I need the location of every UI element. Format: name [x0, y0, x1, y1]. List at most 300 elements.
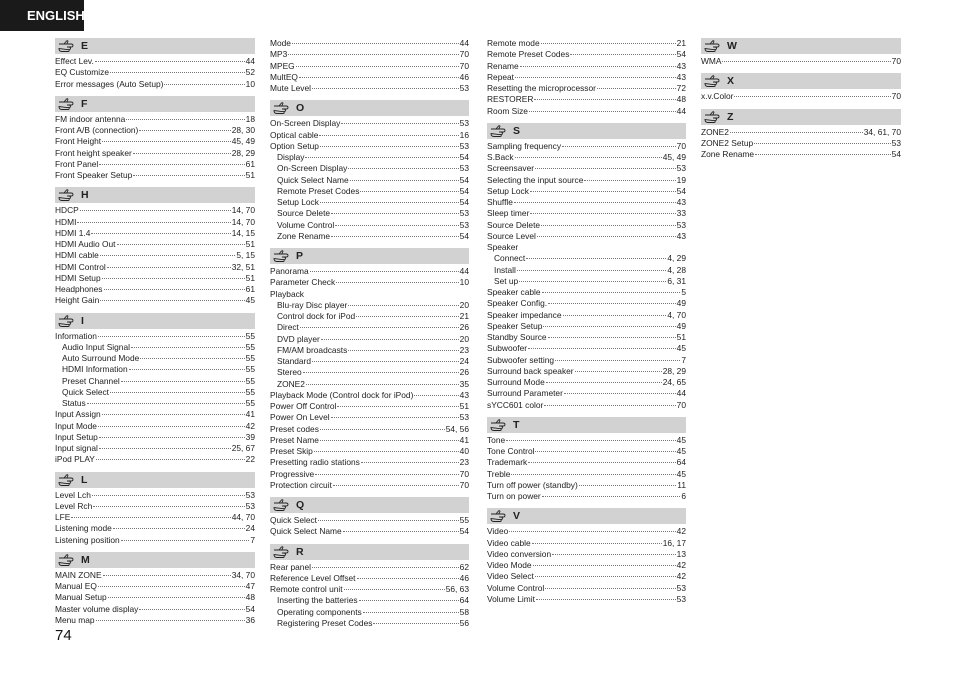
dot-leader — [129, 369, 245, 370]
entry-pages: 70 — [676, 399, 686, 410]
dot-leader — [541, 43, 676, 44]
entry-name: Playback Mode (Control dock for iPod) — [270, 389, 414, 400]
entry-pages: 54, 56 — [445, 423, 469, 434]
index-entry — [270, 61, 469, 72]
index-entry — [487, 276, 686, 287]
dot-leader — [98, 426, 245, 427]
index-section-z — [701, 109, 901, 161]
dot-leader — [563, 315, 667, 316]
dot-leader — [754, 143, 891, 144]
index-entry — [55, 512, 255, 523]
section-header — [270, 100, 469, 116]
pointing-hand-icon — [490, 125, 510, 137]
dot-leader — [526, 258, 666, 259]
pointing-hand-icon — [490, 419, 510, 431]
entry-name: HDMI Information — [62, 364, 128, 375]
entry-name: Front A/B (connection) — [55, 125, 139, 135]
index-entry — [55, 570, 255, 581]
entry-pages: 64 — [676, 457, 686, 468]
entry-name: On-Screen Display — [277, 163, 348, 174]
entry-name: iPod PLAY — [55, 454, 95, 465]
entry-pages: 48 — [676, 94, 686, 105]
index-entry — [487, 287, 686, 298]
dot-leader — [348, 305, 458, 306]
entry-name: Preset Channel — [62, 375, 120, 386]
entry-pages: 41 — [459, 434, 469, 445]
entry-name: Front Height — [55, 136, 102, 147]
dot-leader — [534, 99, 675, 100]
entry-pages: 5, 15 — [236, 250, 255, 261]
entry-pages: 54 — [459, 526, 469, 537]
entry-name: FM/AM broadcasts — [277, 344, 348, 355]
dot-leader — [530, 213, 675, 214]
dot-leader — [331, 213, 459, 214]
entry-pages: 28, 29 — [662, 365, 686, 376]
dot-leader — [373, 623, 458, 624]
entry-name: ZONE2 — [277, 378, 305, 389]
entry-pages: 55 — [245, 364, 255, 375]
entry-name: Quick Select — [270, 515, 318, 525]
entry-pages: 26 — [459, 322, 469, 333]
dot-leader — [511, 474, 675, 475]
entry-name: Quick Select Name — [270, 526, 342, 537]
dot-leader — [100, 255, 236, 256]
entry-name: On-Screen Display — [270, 118, 341, 129]
index-entry — [487, 83, 686, 94]
index-entry — [487, 94, 686, 105]
index-entry — [55, 523, 255, 534]
index-entry — [487, 208, 686, 219]
index-entry — [55, 217, 255, 228]
dot-leader — [320, 202, 459, 203]
entry-pages: 21 — [459, 311, 469, 321]
dot-leader — [579, 485, 677, 486]
section-header — [487, 417, 686, 433]
dot-leader — [543, 326, 675, 327]
dot-leader — [343, 531, 459, 532]
entry-name: MPEG — [270, 60, 295, 71]
entry-name: HDCP — [55, 205, 79, 216]
entry-name: Resetting the microprocessor — [487, 83, 596, 93]
entry-name: Install — [494, 264, 516, 275]
entry-name: Reference Level Offset — [270, 572, 356, 583]
entry-pages: 16, 17 — [662, 537, 686, 548]
entry-name: Status — [62, 398, 86, 408]
entry-pages: 64 — [459, 595, 469, 606]
dot-leader — [102, 278, 245, 279]
pointing-hand-icon — [273, 102, 293, 114]
index-section-m — [55, 552, 255, 626]
entry-pages: 14, 70 — [231, 216, 255, 227]
entry-pages: 62 — [459, 561, 469, 572]
entry-name: Operating components — [277, 606, 362, 617]
dot-leader — [537, 236, 676, 237]
dot-leader — [336, 282, 459, 283]
index-entry — [270, 446, 469, 457]
dot-leader — [536, 599, 676, 600]
dot-leader — [96, 620, 245, 621]
entry-pages: 39 — [245, 431, 255, 442]
pointing-hand-icon — [58, 40, 78, 52]
entry-pages: 13 — [676, 548, 686, 559]
entry-pages: 34, 61, 70 — [863, 126, 901, 137]
dot-leader — [92, 495, 245, 496]
dot-leader — [77, 222, 230, 223]
dot-leader — [333, 485, 459, 486]
entry-name: sYCC601 color — [487, 399, 544, 410]
index-entry — [55, 250, 255, 261]
entry-pages: 53 — [459, 118, 469, 129]
index-entry — [55, 79, 255, 90]
section-letter: O — [296, 102, 305, 115]
section-letter: H — [81, 189, 89, 202]
entry-pages: 70 — [459, 49, 469, 60]
index-entry — [55, 443, 255, 454]
entry-pages: 55 — [245, 353, 255, 363]
dot-leader — [103, 575, 231, 576]
entry-name: Source Level — [487, 230, 536, 241]
entry-name: RESTORER — [487, 94, 534, 105]
index-entry — [270, 231, 469, 242]
dot-leader — [107, 267, 231, 268]
entry-name: Listening position — [55, 534, 120, 545]
entry-pages: 54 — [245, 603, 255, 614]
entry-name: Front Speaker Setup — [55, 170, 133, 180]
pointing-hand-icon — [273, 250, 293, 262]
dot-leader — [320, 429, 445, 430]
dot-leader — [348, 350, 458, 351]
dot-leader — [528, 462, 675, 463]
dot-leader — [722, 61, 890, 62]
index-entry — [487, 175, 686, 186]
entry-name: Speaker cable — [487, 287, 541, 297]
dot-leader — [519, 281, 666, 282]
entry-pages: 42 — [676, 560, 686, 570]
section-letter: T — [513, 418, 520, 431]
dot-leader — [542, 292, 681, 293]
dot-leader — [99, 448, 231, 449]
dot-leader — [315, 474, 458, 475]
dot-leader — [546, 382, 662, 383]
index-section-v — [487, 508, 686, 605]
index-section-r — [270, 544, 469, 630]
dot-leader — [320, 440, 459, 441]
index-entry — [487, 480, 686, 491]
entry-name: Information — [55, 330, 97, 341]
entry-name: Manual Setup — [55, 592, 107, 603]
entry-pages: 46 — [459, 71, 469, 82]
dot-leader — [535, 451, 675, 452]
entry-name: Remote control unit — [270, 584, 343, 594]
section-header — [701, 38, 901, 54]
pointing-hand-icon — [273, 499, 293, 511]
index-entry — [55, 67, 255, 78]
entry-name: S.Back — [487, 152, 514, 162]
pointing-hand-icon — [704, 40, 724, 52]
index-entry — [270, 266, 469, 277]
index-entry — [270, 401, 469, 412]
entry-pages: 45, 49 — [231, 136, 255, 147]
entry-name: Zone Rename — [701, 149, 755, 159]
entry-pages: 28, 29 — [231, 147, 255, 158]
entry-pages: 70 — [891, 91, 901, 102]
index-entry — [487, 377, 686, 388]
entry-pages: 23 — [459, 344, 469, 355]
index-entry — [55, 535, 255, 546]
entry-name: Remote mode — [487, 38, 540, 48]
dot-leader — [305, 157, 458, 158]
language-tab: ENGLISH — [0, 0, 84, 31]
index-section-l — [55, 472, 255, 546]
index-entry — [270, 83, 469, 94]
entry-name: Turn off power (standby) — [487, 479, 578, 490]
dot-leader — [303, 372, 459, 373]
entry-pages: 53 — [891, 137, 901, 148]
index-entry — [487, 38, 686, 49]
entry-pages: 53 — [676, 163, 686, 174]
entry-name: Remote Preset Codes — [487, 49, 570, 60]
dot-leader — [517, 270, 666, 271]
dot-leader — [133, 153, 231, 154]
index-section-p — [270, 248, 469, 491]
dot-leader — [520, 66, 676, 67]
entry-pages: 42 — [245, 420, 255, 431]
entry-name: Stereo — [277, 367, 302, 378]
dot-leader — [533, 565, 676, 566]
dot-leader — [296, 66, 459, 67]
index-entry — [487, 469, 686, 480]
index-entry — [701, 56, 901, 67]
dot-leader — [104, 289, 245, 290]
entry-name: Manual EQ — [55, 581, 97, 591]
entry-pages: 53 — [676, 219, 686, 230]
index-entry — [487, 549, 686, 560]
dot-leader — [562, 146, 676, 147]
index-column-1 — [55, 38, 255, 632]
dot-leader — [306, 384, 459, 385]
entry-pages: 45, 49 — [662, 152, 686, 162]
index-entry — [55, 159, 255, 170]
index-entry — [487, 141, 686, 152]
dot-leader — [363, 612, 459, 613]
entry-pages: 45 — [245, 295, 255, 306]
section-letter: S — [513, 124, 521, 137]
index-entry — [55, 615, 255, 626]
dot-leader — [335, 225, 458, 226]
dot-leader — [99, 164, 244, 165]
dot-leader — [320, 146, 459, 147]
entry-pages: 24 — [245, 523, 255, 534]
entry-name: ZONE2 Setup — [701, 137, 754, 148]
entry-name: MAIN ZONE — [55, 569, 102, 580]
entry-pages: 58 — [459, 606, 469, 617]
section-header — [270, 497, 469, 513]
index-entry — [270, 163, 469, 174]
index-entry — [55, 364, 255, 375]
index-entry — [487, 186, 686, 197]
dot-leader — [530, 191, 676, 192]
entry-name: Sampling frequency — [487, 140, 562, 151]
entry-name: MultEQ — [270, 71, 298, 82]
entry-pages: 46 — [459, 572, 469, 583]
entry-name: Room Size — [487, 105, 528, 116]
entry-name: Audio Input Signal — [62, 341, 130, 352]
entry-pages: 20 — [459, 333, 469, 344]
entry-name: EQ Customize — [55, 67, 109, 78]
entry-name: Parameter Check — [270, 277, 336, 288]
entry-pages: 4, 70 — [667, 309, 686, 320]
entry-pages: 40 — [459, 446, 469, 456]
index-entry — [487, 197, 686, 208]
entry-pages: 43 — [459, 389, 469, 400]
dot-leader — [529, 111, 676, 112]
index-entry — [487, 583, 686, 594]
index-entry — [487, 594, 686, 605]
entry-pages: 70 — [459, 60, 469, 71]
index-entry — [55, 148, 255, 159]
entry-name: Rear panel — [270, 561, 311, 572]
dot-leader — [548, 303, 676, 304]
entry-name: Speaker Config. — [487, 298, 548, 309]
index-entry — [55, 262, 255, 273]
dot-leader — [348, 168, 458, 169]
pointing-hand-icon — [58, 189, 78, 201]
dot-leader — [93, 506, 244, 507]
pointing-hand-icon — [58, 554, 78, 566]
entry-name: Input Assign — [55, 409, 101, 420]
index-entry — [55, 581, 255, 592]
dot-leader — [87, 403, 245, 404]
entry-pages: 55 — [245, 375, 255, 386]
index-entry — [270, 469, 469, 480]
entry-pages: 53 — [459, 83, 469, 93]
pointing-hand-icon — [704, 111, 724, 123]
entry-pages: 4, 28 — [667, 264, 686, 275]
dot-leader — [532, 543, 662, 544]
entry-name: Subwoofer setting — [487, 354, 555, 365]
index-entry — [55, 136, 255, 147]
index-entry — [487, 106, 686, 117]
dot-leader — [730, 132, 863, 133]
section-letter: I — [81, 314, 84, 327]
index-entry — [270, 573, 469, 584]
entry-pages: 42 — [676, 571, 686, 582]
index-entry — [270, 607, 469, 618]
dot-leader — [597, 88, 676, 89]
dot-leader — [360, 191, 458, 192]
dot-leader — [140, 358, 244, 359]
entry-name: Control dock for iPod — [277, 311, 356, 321]
section-letter: W — [727, 40, 737, 52]
entry-name: Input Mode — [55, 420, 97, 431]
entry-pages: 14, 70 — [231, 205, 255, 216]
entry-pages: 5 — [681, 287, 686, 297]
dot-leader — [139, 130, 230, 131]
dot-leader — [314, 451, 459, 452]
entry-pages: 54 — [459, 185, 469, 196]
entry-pages: 53 — [459, 219, 469, 230]
index-entry — [270, 220, 469, 231]
entry-pages: 44 — [676, 105, 686, 116]
dot-leader — [164, 84, 244, 85]
entry-name: Turn on power — [487, 491, 541, 501]
index-entry — [487, 61, 686, 72]
entry-pages: 24 — [459, 356, 469, 366]
dot-leader — [570, 54, 675, 55]
entry-pages: 22 — [245, 454, 255, 465]
entry-name: Auto Surround Mode — [62, 353, 140, 363]
entry-name: Video — [487, 526, 509, 537]
index-entry — [487, 152, 686, 163]
entry-pages: 55 — [459, 515, 469, 525]
entry-pages: 11 — [677, 479, 686, 490]
entry-pages: 33 — [676, 208, 686, 219]
entry-pages: 61 — [245, 158, 255, 169]
index-entry — [270, 390, 469, 401]
index-entry — [487, 400, 686, 411]
dot-leader — [344, 589, 445, 590]
entry-pages: 44 — [676, 388, 686, 399]
entry-pages: 32, 51 — [231, 261, 255, 272]
entry-name: Mode — [270, 38, 291, 48]
index-entry — [55, 501, 255, 512]
entry-name: Power On Level — [270, 412, 330, 423]
index-entry — [701, 91, 901, 102]
index-entry — [55, 353, 255, 364]
entry-pages: 54 — [459, 230, 469, 241]
entry-pages: 54 — [676, 49, 686, 60]
dot-leader — [337, 406, 458, 407]
pointing-hand-icon — [704, 75, 724, 87]
dot-leader — [312, 88, 459, 89]
entry-name: Volume Control — [277, 219, 335, 230]
index-entry — [487, 571, 686, 582]
entry-pages: 44 — [459, 266, 469, 276]
entry-pages: 43 — [676, 71, 686, 82]
dot-leader — [552, 554, 676, 555]
section-header — [487, 508, 686, 524]
dot-leader — [545, 588, 675, 589]
index-entry — [487, 446, 686, 457]
entry-pages: 28, 30 — [231, 125, 255, 135]
section-letter: Z — [727, 110, 734, 123]
index-entry — [270, 379, 469, 390]
entry-name: Connect — [494, 253, 526, 264]
section-letter: F — [81, 97, 88, 110]
index-column-3 — [487, 38, 686, 611]
pointing-hand-icon — [58, 474, 78, 486]
dot-leader — [356, 316, 458, 317]
entry-name: Optical cable — [270, 129, 319, 140]
index-entry — [270, 526, 469, 537]
dot-leader — [584, 180, 675, 181]
entry-name: HDMI Audio Out — [55, 239, 116, 249]
dot-leader — [126, 119, 244, 120]
entry-name: Quick Select — [62, 386, 110, 397]
entry-pages: 34, 70 — [231, 569, 255, 580]
index-entry — [270, 562, 469, 573]
index-entry — [270, 38, 469, 49]
index-entry — [55, 125, 255, 136]
entry-name: Quick Select Name — [277, 174, 349, 185]
entry-pages: 20 — [459, 299, 469, 310]
entry-pages: 7 — [681, 354, 686, 365]
dot-leader — [99, 437, 245, 438]
page-number: 74 — [55, 627, 72, 644]
index-entry — [55, 398, 255, 409]
dot-leader — [515, 157, 662, 158]
entry-name: Front height speaker — [55, 147, 132, 158]
